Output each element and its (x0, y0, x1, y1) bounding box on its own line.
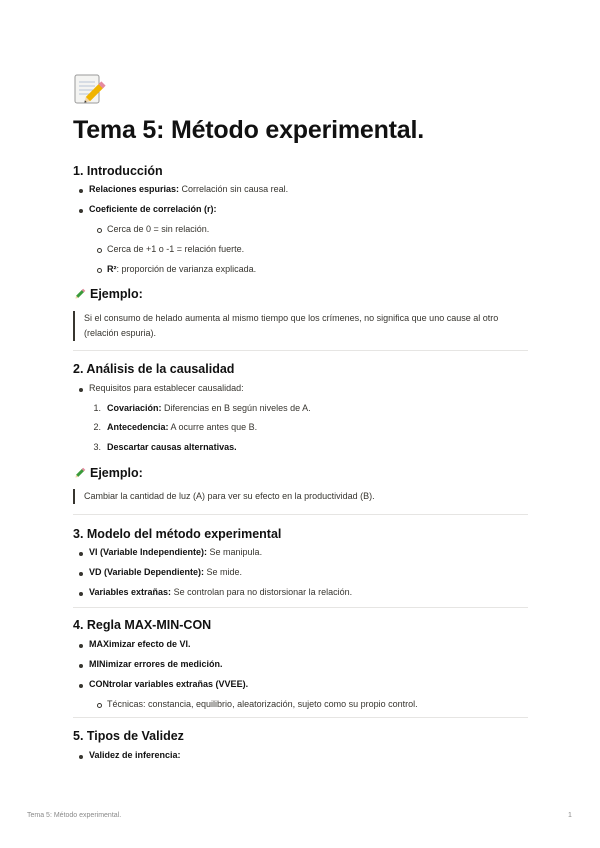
bullet-dot (79, 684, 83, 688)
bullet-dot (79, 755, 83, 759)
example-quote: Si el consumo de helado aumenta al mismo tiempo que los crímenes, no significa que uno cause al otro (relación espuria). (73, 311, 528, 341)
pencil-icon (73, 466, 87, 480)
list-item: VD (Variable Dependiente): Se mide. (89, 567, 243, 577)
pencil-icon (73, 287, 87, 301)
sub-bullet-circle (97, 248, 102, 253)
example-quote: Cambiar la cantidad de luz (A) para ver su efecto en la productividad (B). (73, 489, 528, 504)
page-title: Tema 5: Método experimental. (73, 116, 424, 144)
list-item: Antecedencia: A ocurre antes que B. (107, 422, 258, 432)
list-item: Descartar causas alternativas. (107, 442, 237, 452)
section-heading-regla: 4. Regla MAX-MIN-CON (73, 618, 212, 632)
list-number: 3. (93, 442, 101, 452)
list-item: Coeficiente de correlación (r): (89, 204, 217, 214)
list-item: Técnicas: constancia, equilibrio, aleatorización, sujeto como su propio control. (107, 699, 418, 709)
notepad-pencil-icon (73, 72, 107, 106)
bullet-dot (79, 664, 83, 668)
bullet-dot (79, 552, 83, 556)
section-heading-validez: 5. Tipos de Validez (73, 729, 184, 743)
list-item: Covariación: Diferencias en B según niveles de A. (107, 403, 311, 413)
bullet-dot (79, 388, 83, 392)
section-heading-introduccion: 1. Introducción (73, 164, 163, 178)
list-number: 2. (93, 422, 101, 432)
divider (73, 514, 528, 515)
list-item: CONtrolar variables extrañas (VVEE). (89, 679, 249, 689)
bullet-dot (79, 572, 83, 576)
bullet-dot (79, 209, 83, 213)
divider (73, 717, 528, 718)
sub-bullet-circle (97, 228, 102, 233)
list-item: R²: proporción de varianza explicada. (107, 264, 257, 274)
list-item: Requisitos para establecer causalidad: (89, 383, 244, 393)
divider (73, 607, 528, 608)
footer-title: Tema 5: Método experimental. (27, 812, 122, 819)
bullet-dot (79, 189, 83, 193)
list-item: MINimizar errores de medición. (89, 659, 223, 669)
list-number: 1. (93, 403, 101, 413)
list-item: Variables extrañas: Se controlan para no distorsionar la relación. (89, 587, 353, 597)
sub-bullet-circle (97, 703, 102, 708)
list-item: VI (Variable Independiente): Se manipula. (89, 547, 263, 557)
footer-page-number: 1 (568, 812, 572, 819)
section-heading-modelo: 3. Modelo del método experimental (73, 527, 282, 541)
list-item: Cerca de 0 = sin relación. (107, 224, 210, 234)
bullet-dot (79, 644, 83, 648)
example-heading: Ejemplo: (73, 466, 143, 480)
sub-bullet-circle (97, 268, 102, 273)
list-item: Relaciones espurias: Correlación sin causa real. (89, 184, 289, 194)
list-item: Validez de inferencia: (89, 750, 181, 760)
section-heading-causalidad: 2. Análisis de la causalidad (73, 362, 235, 376)
list-item: Cerca de +1 o -1 = relación fuerte. (107, 244, 245, 254)
list-item: MAXimizar efecto de VI. (89, 639, 191, 649)
bullet-dot (79, 592, 83, 596)
divider (73, 350, 528, 351)
example-heading: Ejemplo: (73, 287, 143, 301)
